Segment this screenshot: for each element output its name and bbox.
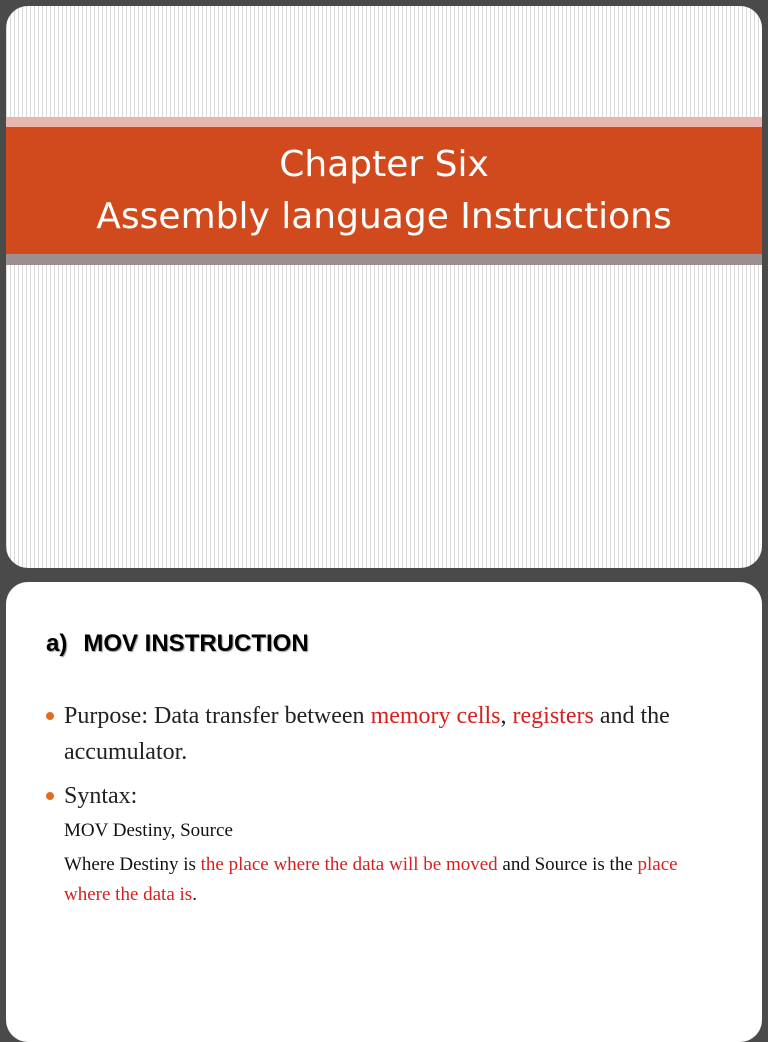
where-prefix: Where Destiny is bbox=[64, 854, 201, 875]
chapter-subtitle: Assembly language Instructions bbox=[96, 195, 672, 237]
section-label: a) bbox=[46, 630, 68, 657]
title-band-bottom-stripe bbox=[6, 254, 762, 265]
purpose-prefix: Purpose: Data transfer between bbox=[64, 703, 371, 729]
syntax-label: Syntax: bbox=[64, 783, 138, 809]
title-slide bbox=[6, 6, 762, 568]
purpose-separator: , bbox=[500, 703, 513, 729]
syntax-example: MOV Destiny, Source bbox=[64, 820, 233, 841]
where-middle: and Source is the bbox=[497, 854, 638, 875]
chapter-title: Chapter Six bbox=[279, 143, 489, 185]
syntax-bullet bbox=[46, 778, 726, 814]
title-band-top-stripe bbox=[6, 117, 762, 127]
syntax-explanation bbox=[64, 850, 724, 910]
destiny-definition: the place where the data will be moved bbox=[200, 854, 498, 875]
purpose-suffix: and the accumulator. bbox=[64, 703, 670, 765]
memory-cells-term: memory cells bbox=[370, 703, 501, 729]
bullet-dot-icon bbox=[46, 712, 54, 720]
purpose-bullet bbox=[46, 698, 726, 770]
registers-term: registers bbox=[512, 703, 594, 729]
bullet-dot-icon bbox=[46, 792, 54, 800]
title-band bbox=[6, 127, 762, 254]
section-heading bbox=[46, 630, 309, 658]
where-suffix: . bbox=[192, 884, 197, 905]
content-slide bbox=[6, 582, 762, 1042]
purpose-text bbox=[46, 698, 726, 770]
section-heading-text: MOV INSTRUCTION bbox=[83, 630, 309, 657]
source-definition: place where the data is bbox=[64, 854, 678, 905]
